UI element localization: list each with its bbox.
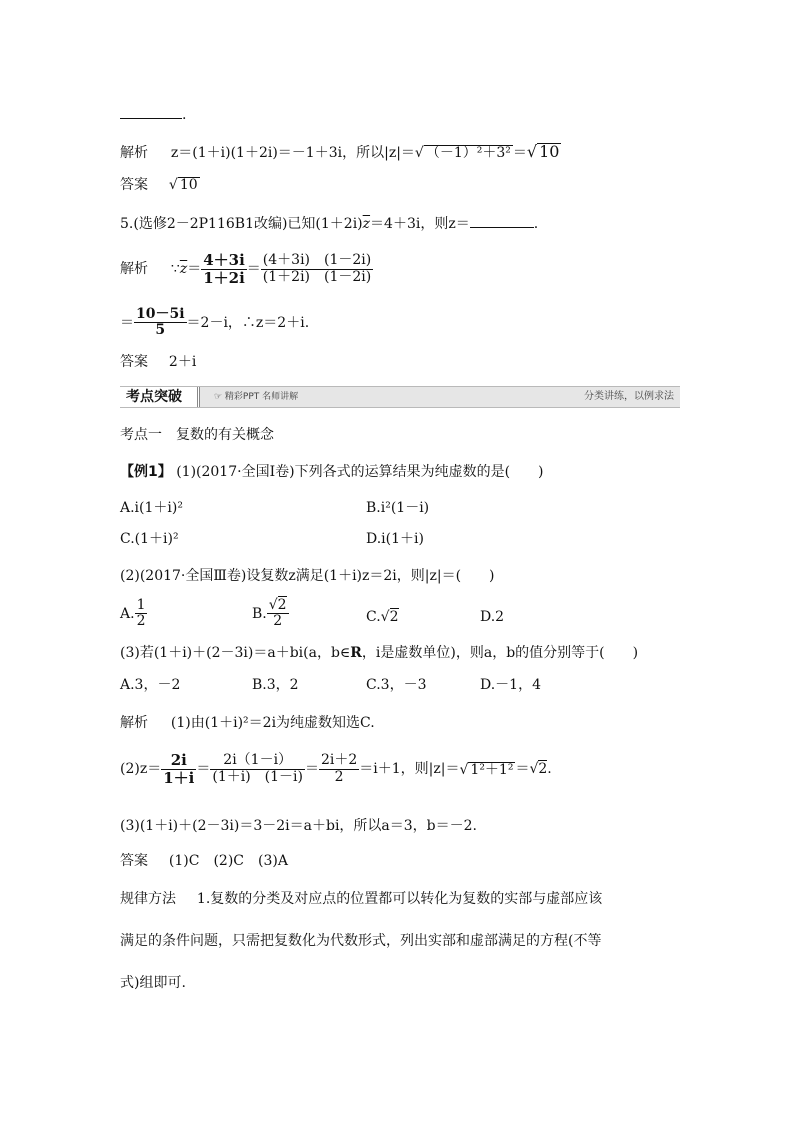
p1-option-a: A.i(1＋i)² bbox=[120, 500, 183, 516]
q4-answer-line: 答案 √ 10 bbox=[120, 177, 198, 193]
solution-line1: 解析 (1)由(1＋i)²＝2i为纯虚数知选C. bbox=[120, 715, 375, 731]
section-banner bbox=[120, 386, 680, 408]
q5-fraction-3: $\frac{10-5i}{5}$ bbox=[136, 306, 185, 339]
p1-option-d: D.i(1＋i) bbox=[366, 531, 424, 547]
q5-fraction-2: $\frac{(4+3i) (1-2i)}{(1+2i) (1-2i)}$ bbox=[262, 252, 372, 285]
q5-analysis-line2: ＝ $\frac{10-5i}{5}$ ＝2－i，∴z＝2＋i. bbox=[120, 306, 310, 339]
example-label: 【例1】 bbox=[120, 464, 172, 480]
method-label: 规律方法 bbox=[120, 891, 176, 907]
q4-answer: 10 bbox=[179, 177, 198, 193]
answer-label: 答案 bbox=[120, 853, 148, 869]
q4-result: 10 bbox=[539, 142, 560, 161]
q4-analysis-text: z＝(1＋i)(1＋2i)＝－1＋3i，所以|z|＝ bbox=[170, 145, 415, 161]
answer-blank-top: . bbox=[120, 108, 186, 122]
s2-fraction-1: $\frac{2i}{1+i}$ bbox=[163, 751, 195, 787]
analysis-label: 解析 bbox=[120, 715, 148, 731]
banner-tagline: 分类讲练，以例求法 bbox=[584, 391, 674, 402]
banner-subtitle: ☞ 精彩PPT 名师讲解 bbox=[214, 392, 299, 402]
banner-title: 考点突破 bbox=[120, 387, 200, 407]
p2-option-d: D.2 bbox=[480, 609, 505, 625]
q5-answer-line bbox=[120, 355, 196, 369]
s2-fraction-2: $\frac{2i(1-i)}{(1+i) (1-i)}$ bbox=[212, 752, 303, 785]
section-title: 考点一 复数的有关概念 bbox=[120, 427, 274, 443]
p3-option-c: C.3，－3 bbox=[366, 677, 427, 693]
p2-option-c: C.√2 bbox=[366, 609, 399, 625]
answer-label: 答案 bbox=[120, 354, 148, 370]
p3-option-d: D.－1，4 bbox=[480, 677, 541, 693]
q5-answer: 2＋i bbox=[168, 354, 197, 370]
q4-sqrt: √ （－1）²＋3² bbox=[414, 145, 511, 161]
p1-option-c: C.(1＋i)² bbox=[120, 531, 179, 547]
p2-option-a: A. $\frac{1}{2}$ bbox=[120, 597, 146, 630]
p1-option-b: B.i²(1－i) bbox=[366, 500, 430, 516]
answer-label: 答案 bbox=[120, 177, 148, 193]
p3-option-a: A.3，－2 bbox=[120, 677, 181, 693]
q5-stem: 5.(选修2－2P116B1改编)已知$(1+2i)\overline{z}=4+3i$，则z＝ . bbox=[120, 216, 539, 232]
solution-answer: (1)C (2)C (3)A bbox=[168, 853, 288, 869]
method-line2: 满足的条件问题，只需把复数化为代数形式，列出实部和虚部满足的方程(不等 bbox=[120, 933, 602, 949]
method-line3: 式)组即可. bbox=[120, 975, 186, 991]
example1-part1-stem: 【例1】 (1)(2017·全国Ⅰ卷)下列各式的运算结果为纯虚数的是( ) bbox=[120, 464, 544, 480]
q5-fraction-1: $\frac{4+3i}{1+2i}$ bbox=[203, 251, 245, 287]
q4-analysis-line: 解析 z＝(1＋i)(1＋2i)＝－1＋3i，所以|z|＝√ （－1）²＋3² ＝√ 10 bbox=[120, 142, 560, 161]
solution-line3: (3)(1＋i)＋(2－3i)＝3－2i＝a＋bi，所以a＝3，b＝－2. bbox=[120, 818, 478, 834]
method-line1: 规律方法 1.复数的分类及对应点的位置都可以转化为复数的实部与虚部应该 bbox=[120, 891, 603, 907]
example1-part3-stem: (3)若(1＋i)＋(2－3i)＝a＋bi(a，b∈R，i是虚数单位)，则a，b的值分别等于( ) bbox=[120, 645, 639, 661]
p3-option-b: B.3，2 bbox=[252, 677, 299, 693]
p2-option-b: B. $\frac{√2}{2}$ bbox=[252, 597, 287, 630]
solution-line2: (2)z＝ $\frac{2i}{1+i}$ ＝ $\frac{2i(1-i)}{(1+i) (1-i)}$ ＝ $\frac{2i+2}{2}$ ＝i＋1，则|z|＝√ 1²＋1² ＝√2. bbox=[120, 751, 552, 787]
analysis-label: 解析 bbox=[120, 261, 148, 277]
q5-analysis-line1: 解析 $\because\overline{z}=$ $\frac{4+3i}{1+2i}$ ＝ $\frac{(4+3i) (1-2i)}{(1+2i) (1-2i)}$ bbox=[120, 251, 372, 287]
analysis-label: 解析 bbox=[120, 145, 148, 161]
example1-part2-stem: (2)(2017·全国Ⅲ卷)设复数z满足(1＋i)z＝2i，则|z|＝( ) bbox=[120, 568, 495, 584]
solution-answer-line bbox=[120, 854, 288, 868]
s2-fraction-3: $\frac{2i+2}{2}$ bbox=[320, 752, 358, 785]
